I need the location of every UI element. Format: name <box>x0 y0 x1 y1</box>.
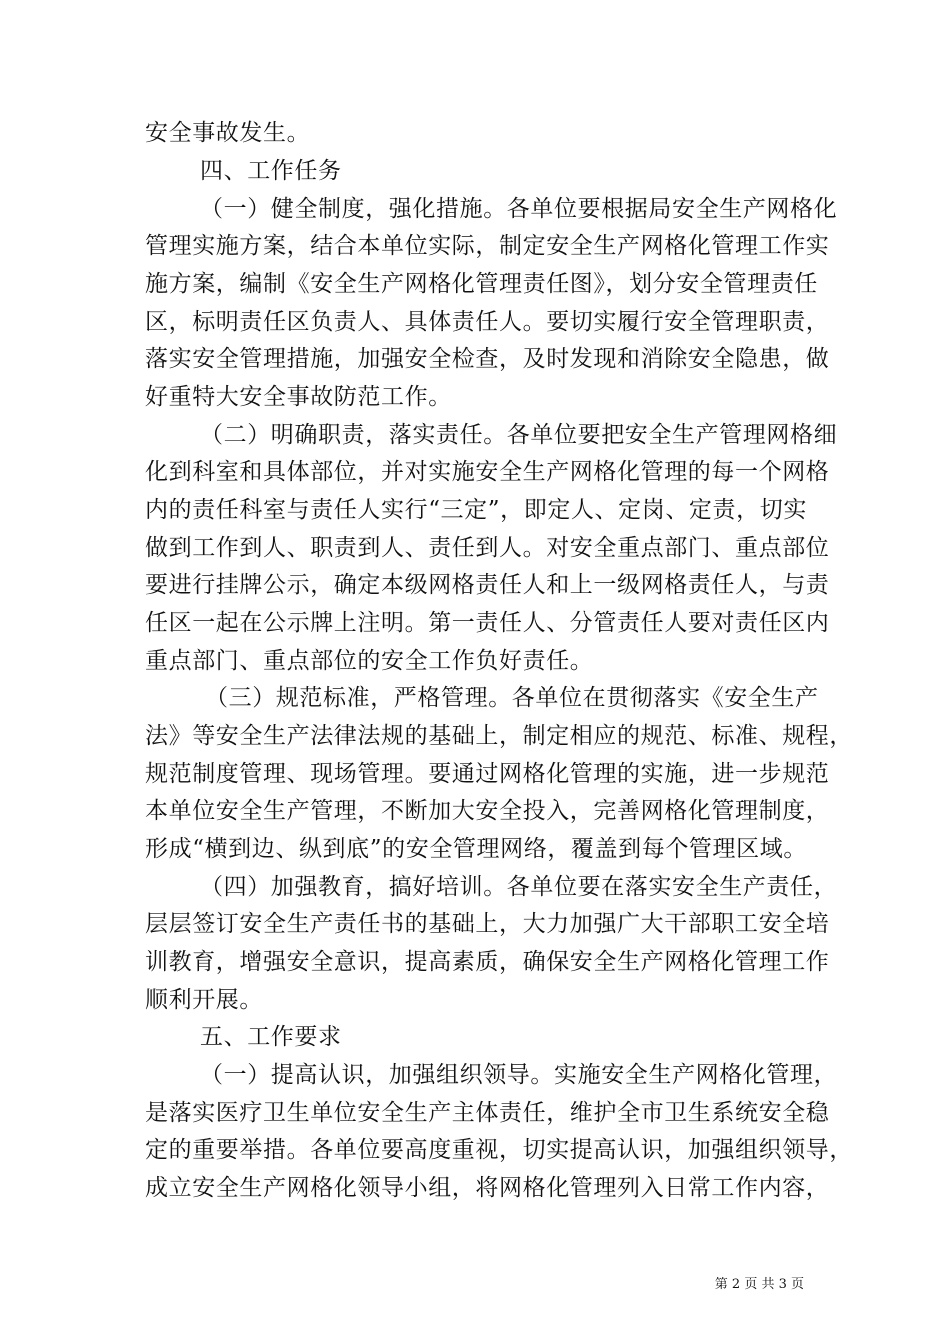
paragraph-first-line: （一）提高认识，加强组织领导。实施安全生产网格化管理， <box>200 1062 838 1088</box>
text-line: 任区一起在公示牌上注明。第一责任人、分管责任人要对责任区内 <box>145 610 830 636</box>
paragraph-first-line: （一）健全制度，强化措施。各单位要根据局安全生产网格化 <box>200 196 838 222</box>
paragraph-first-line: （四）加强教育，搞好培训。各单位要在落实安全生产责任， <box>200 874 838 900</box>
text-line: 成立安全生产网格化领导小组，将网格化管理列入日常工作内容， <box>145 1175 830 1201</box>
paragraph-first-line: （二）明确职责，落实责任。各单位要把安全生产管理网格细 <box>200 422 838 448</box>
text-line: 区，标明责任区负责人、具体责任人。要切实履行安全管理职责， <box>145 309 830 335</box>
text-line: 好重特大安全事故防范工作。 <box>145 384 452 410</box>
page-number: 第 2 页 共 3 页 <box>714 1277 804 1292</box>
text-line: 落实安全管理措施，加强安全检查，及时发现和消除安全隐患，做 <box>145 346 830 372</box>
text-line: 化到科室和具体部位，并对实施安全生产网格化管理的每一个网格 <box>145 459 830 485</box>
text-line: 重点部门、重点部位的安全工作负好责任。 <box>145 648 594 674</box>
text-line: 层层签订安全生产责任书的基础上，大力加强广大干部职工安全培 <box>145 911 830 937</box>
text-line: 施方案，编制《安全生产网格化管理责任图》，划分安全管理责任 <box>145 271 818 297</box>
text-line: 是落实医疗卫生单位安全生产主体责任，维护全市卫生系统安全稳 <box>145 1100 830 1126</box>
text-line: 要进行挂牌公示，确定本级网格责任人和上一级网格责任人，与责 <box>145 572 830 598</box>
text-line: 管理实施方案，结合本单位实际，制定安全生产网格化管理工作实 <box>145 233 830 259</box>
text-line: 法》等安全生产法律法规的基础上，制定相应的规范、标准、规程， <box>145 723 853 749</box>
text-line: 训教育，增强安全意识，提高素质，确保安全生产网格化管理工作 <box>145 949 830 975</box>
section-heading: 四、工作任务 <box>200 158 342 184</box>
text-line: 本单位安全生产管理，不断加大安全投入，完善网格化管理制度， <box>145 798 830 824</box>
text-line: 定的重要举措。各单位要高度重视，切实提高认识，加强组织领导， <box>145 1137 853 1163</box>
text-line: 做到工作到人、职责到人、责任到人。对安全重点部门、重点部位 <box>145 535 830 561</box>
text-line: 形成“横到边、纵到底”的安全管理网络，覆盖到每个管理区域。 <box>145 836 807 862</box>
text-line: 安全事故发生。 <box>145 120 311 146</box>
section-heading: 五、工作要求 <box>200 1024 342 1050</box>
text-line: 顺利开展。 <box>145 987 263 1013</box>
text-line: 内的责任科室与责任人实行“三定”，即定人、定岗、定责，切实 <box>145 497 807 523</box>
text-line: 规范制度管理、现场管理。要通过网格化管理的实施，进一步规范 <box>145 761 830 787</box>
paragraph-first-line: （三）规范标准，严格管理。各单位在贯彻落实《安全生产 <box>205 685 819 711</box>
